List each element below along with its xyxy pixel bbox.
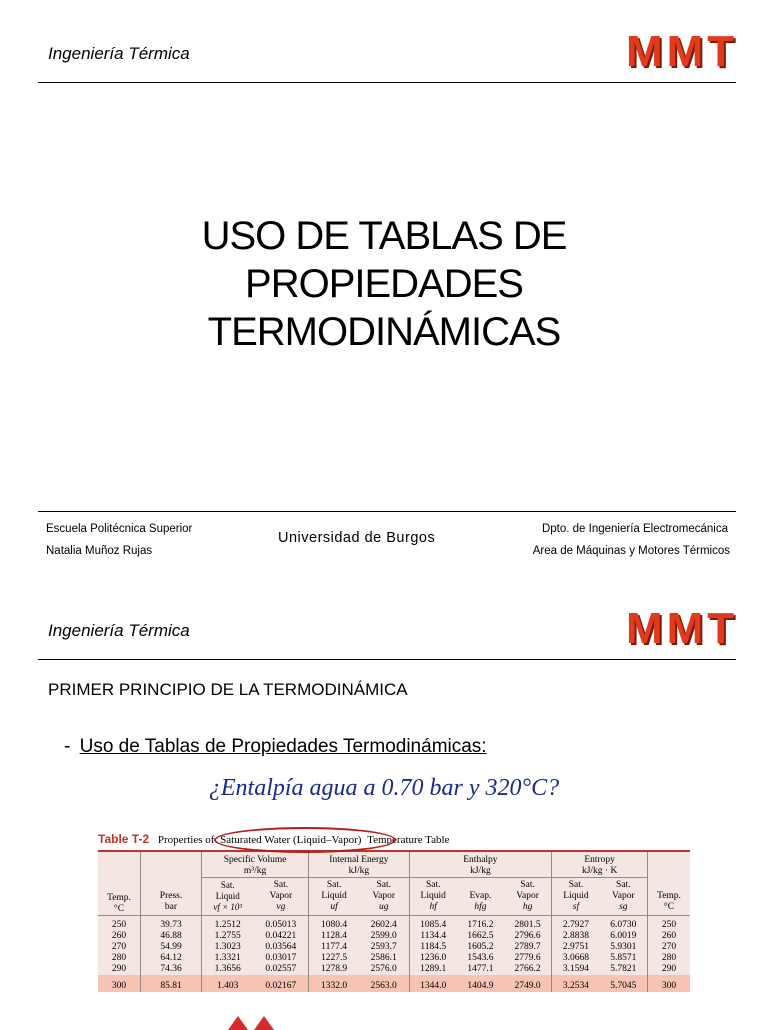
mmt-logo: MMT	[626, 27, 739, 76]
table-cell: 74.36	[141, 964, 202, 975]
title-line-1: USO DE TABLAS DE	[201, 214, 567, 258]
col-temp: Temp. °C	[98, 878, 141, 916]
table-cell: 1128.4	[309, 931, 359, 942]
footer-area: Area de Máquinas y Motores Térmicos	[532, 545, 730, 557]
table-cell: 1.3656	[202, 964, 254, 975]
table-cell: 1.2755	[202, 931, 254, 942]
mmt-logo-2: MMT	[626, 604, 739, 653]
col-hf: Sat. Liquid hf	[409, 878, 457, 916]
bullet-text: Uso de Tablas de Propiedades Termodinámicas:	[79, 736, 487, 757]
table-cell: 2779.6	[514, 953, 541, 963]
table-cell: 0.03017	[265, 953, 297, 963]
table-cell: 1.2512	[202, 916, 254, 932]
table-cell: 1278.9	[309, 964, 359, 975]
table-cell: 2.9751	[552, 942, 600, 953]
table-cell: 300	[648, 975, 691, 992]
table-cell: 5.8571	[610, 953, 637, 963]
table-cell: 5.7045	[600, 975, 648, 992]
caption-post: Temperature Table	[367, 834, 450, 846]
table-cell: 250	[648, 916, 691, 932]
table-cell: 1.403	[202, 975, 254, 992]
table-cell: 1184.5	[409, 942, 457, 953]
bullet-dash: -	[64, 736, 71, 757]
caption-pre: Properties of	[157, 834, 215, 846]
table-cell: 3.0668	[552, 953, 600, 964]
table-cell: 1289.1	[409, 964, 457, 975]
bullet-item	[64, 736, 487, 758]
table-cell: 64.12	[141, 953, 202, 964]
table-cell: 1134.4	[409, 931, 457, 942]
table-cell: 1662.5	[467, 931, 494, 941]
footer-school: Escuela Politécnica Superior	[46, 523, 193, 535]
pointer-arrow-right	[254, 1016, 274, 1030]
table-cell: 260	[648, 931, 691, 942]
table-cell: 5.7821	[610, 964, 637, 974]
table-cell: 3.2534	[552, 975, 600, 992]
table-cell: 0.02167	[253, 975, 308, 992]
slide2-header-title: Ingeniería Térmica	[48, 621, 190, 640]
table-row	[98, 964, 690, 975]
table-cell: 1477.1	[467, 964, 494, 974]
table-caption	[98, 832, 690, 850]
header-divider-2	[38, 659, 736, 660]
table-cell: 1177.4	[309, 942, 359, 953]
table-cell: 1404.9	[457, 975, 504, 992]
table-cell: 270	[648, 942, 691, 953]
footer-university: Universidad de Burgos	[278, 530, 436, 546]
title-line-3: TERMODINÁMICAS	[207, 310, 561, 354]
table-cell: 54.99	[141, 942, 202, 953]
group-specific-volume: Specific Volume m³/kg	[202, 852, 309, 878]
table-cell: 0.03564	[265, 942, 297, 952]
col-sf: Sat. Liquid sf	[552, 878, 600, 916]
table-cell: 290	[111, 964, 127, 974]
col-temp-right: Temp. °C	[648, 878, 691, 916]
table-row	[98, 975, 690, 992]
pointer-arrow-left	[228, 1016, 248, 1030]
table-cell: 2766.2	[514, 964, 541, 974]
table-cell: 250	[111, 920, 127, 930]
table-cell: 260	[111, 931, 127, 941]
table-cell: 6.0730	[610, 920, 637, 930]
column-header-row	[98, 878, 690, 916]
table-cell: 1716.2	[467, 920, 494, 930]
table-cell: 46.88	[141, 931, 202, 942]
table-cell: 2563.0	[359, 975, 409, 992]
table-cell: 0.04221	[265, 931, 297, 941]
col-uf: Sat. Liquid uf	[309, 878, 359, 916]
group-entropy: Entropy kJ/kg · K	[552, 852, 648, 878]
table-row	[98, 931, 690, 942]
table-cell: 1080.4	[309, 916, 359, 932]
table-row	[98, 942, 690, 953]
table-cell: 2576.0	[370, 964, 397, 974]
table-cell: 0.05013	[265, 920, 297, 930]
slide2-heading: PRIMER PRINCIPIO DE LA TERMODINÁMICA	[48, 680, 408, 699]
table-cell: 1227.5	[309, 953, 359, 964]
table-cell: 39.73	[141, 916, 202, 932]
header-divider	[38, 82, 736, 83]
table-cell: 0.02557	[265, 964, 297, 974]
table-cell: 290	[648, 964, 691, 975]
col-hg: Sat. Vapor hg	[504, 878, 552, 916]
table-cell: 2.7927	[552, 916, 600, 932]
slide1-title	[0, 212, 768, 356]
table-row	[98, 953, 690, 964]
table-cell: 2789.7	[514, 942, 541, 952]
table-cell: 1605.2	[467, 942, 494, 952]
table-cell: 2593.7	[370, 942, 397, 952]
table-cell: 3.1594	[552, 964, 600, 975]
group-internal-energy: Internal Energy kJ/kg	[309, 852, 409, 878]
table-cell: 1085.4	[409, 916, 457, 932]
table-cell: 2.8838	[552, 931, 600, 942]
table-cell: 1332.0	[309, 975, 359, 992]
title-line-2: PROPIEDADES	[245, 262, 523, 306]
table-cell: 1344.0	[409, 975, 457, 992]
highlight-oval	[214, 827, 396, 853]
table-cell: 2801.5	[514, 920, 541, 930]
col-sg: Sat. Vapor sg	[600, 878, 648, 916]
footer-department: Dpto. de Ingeniería Electromecánica	[541, 523, 728, 535]
table-cell: 1543.6	[467, 953, 494, 963]
slide1-header-title: Ingeniería Térmica	[48, 44, 190, 63]
col-press: Press. bar	[141, 878, 202, 916]
properties-table	[98, 852, 690, 992]
table-cell: 280	[648, 953, 691, 964]
table-cell: 2796.6	[514, 931, 541, 941]
col-ug: Sat. Vapor ug	[359, 878, 409, 916]
table-cell: 270	[111, 942, 127, 952]
table-cell: 2602.4	[370, 920, 397, 930]
table-cell: 280	[111, 953, 127, 963]
table-cell: 2599.0	[370, 931, 397, 941]
table-cell: 300	[98, 975, 141, 992]
table-cell: 1.3321	[202, 953, 254, 964]
table-cell: 2749.0	[504, 975, 552, 992]
col-vg: Sat. Vapor vg	[253, 878, 308, 916]
footer-divider	[38, 511, 736, 512]
group-enthalpy: Enthalpy kJ/kg	[409, 852, 552, 878]
table-cell: 5.9301	[610, 942, 637, 952]
footer-author: Natalia Muñoz Rujas	[46, 545, 153, 557]
caption-circled: Saturated Water (Liquid–Vapor)	[220, 834, 362, 846]
table-cell: 2586.1	[370, 953, 397, 963]
table-number: Table T-2	[98, 832, 150, 846]
table-cell: 6.0019	[610, 931, 637, 941]
table-row	[98, 916, 690, 932]
table-cell: 85.81	[141, 975, 202, 992]
table-cell: 1236.0	[409, 953, 457, 964]
table-cell: 1.3023	[202, 942, 254, 953]
col-vf: Sat. Liquid vf × 10³	[202, 878, 254, 916]
saturated-water-table	[98, 832, 690, 992]
question-text: ¿Entalpía agua a 0.70 bar y 320°C?	[208, 775, 560, 801]
col-hfg: Evap. hfg	[457, 878, 504, 916]
